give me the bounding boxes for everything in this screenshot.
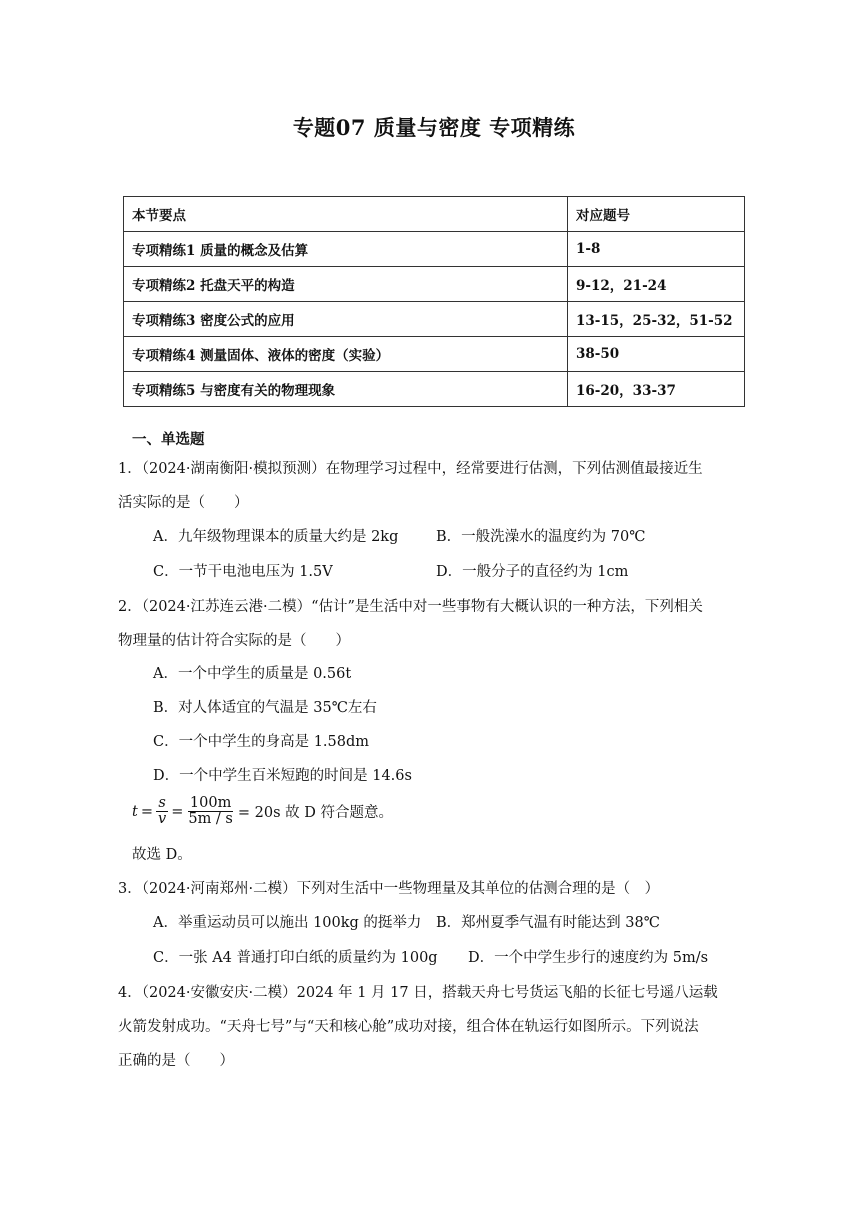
table-row — [124, 372, 745, 407]
formula-symbol-t: t — [132, 803, 138, 820]
table-cell-topic: 专项精练4 测量固体、液体的密度（实验） — [124, 337, 568, 372]
key-points-table — [123, 196, 745, 407]
speed-formula — [132, 796, 393, 827]
question-2-option-d: D．一个中学生百米短跑的时间是 14.6s — [153, 768, 412, 784]
table-cell-topic: 专项精练2 托盘天平的构造 — [124, 267, 568, 302]
question-2-option-b: B．对人体适宜的气温是 35℃左右 — [153, 700, 377, 716]
fraction-numerator: 100m — [189, 795, 232, 811]
table-cell-numbers: 38-50 — [568, 337, 745, 372]
table-header-cell: 本节要点 — [124, 197, 568, 232]
table-row — [124, 232, 745, 267]
question-3-option-b: B．郑州夏季气温有时能达到 38℃ — [436, 915, 660, 931]
formula-result: = 20s 故 D 符合题意。 — [237, 805, 393, 821]
table-row — [124, 337, 745, 372]
question-3-option-d: D．一个中学生步行的速度约为 5m/s — [468, 950, 709, 966]
table-cell-topic: 专项精练1 质量的概念及估算 — [124, 232, 568, 267]
page-title: 专题07 质量与密度 专项精练 — [292, 115, 576, 140]
table-cell-numbers: 16-20，33-37 — [568, 372, 745, 407]
question-3-text: 3．（2024·河南郑州·二模）下列对生活中一些物理量及其单位的估测合理的是（ ） — [118, 881, 660, 897]
table-cell-topic: 专项精练5 与密度有关的物理现象 — [124, 372, 568, 407]
formula-equals: = — [140, 803, 153, 820]
table-row — [124, 267, 745, 302]
question-1-text: 1．（2024·湖南衡阳·模拟预测）在物理学习过程中，经常要进行估测，下列估测值最接近生 — [118, 461, 703, 477]
section-heading: 一、单选题 — [132, 431, 205, 448]
table-cell-numbers: 13-15，25-32，51-52 — [568, 302, 745, 337]
question-2-option-a: A．一个中学生的质量是 0.56t — [153, 666, 352, 682]
fraction-s-over-v — [156, 796, 168, 827]
question-1-text-cont: 活实际的是（ ） — [118, 495, 249, 511]
fraction-denominator: v — [157, 811, 167, 827]
question-1-option-c: C．一节干电池电压为 1.5V — [153, 564, 333, 580]
question-3-option-a: A．举重运动员可以施出 100kg 的挺举力 — [153, 915, 422, 931]
table-header-row — [124, 197, 745, 232]
question-2-text-cont: 物理量的估计符合实际的是（ ） — [118, 633, 350, 649]
question-2-text: 2．（2024·江苏连云港·二模）“估计”是生活中对一些事物有大概认识的一种方法，下列相关 — [118, 599, 703, 615]
formula-equals: = — [171, 803, 184, 820]
table-cell-topic: 专项精练3 密度公式的应用 — [124, 302, 568, 337]
table-cell-numbers: 1-8 — [568, 232, 745, 267]
question-4-text: 4．（2024·安徽安庆·二模）2024 年 1 月 17 日，搭载天舟七号货运飞船的长征七号遥八运载 — [118, 985, 718, 1001]
fraction-values — [186, 796, 235, 827]
question-1-option-b: B．一般洗澡水的温度约为 70℃ — [436, 529, 646, 545]
answer-text: 故选 D。 — [132, 847, 192, 863]
table-cell-numbers: 9-12，21-24 — [568, 267, 745, 302]
question-4-text-cont: 火箭发射成功。“天舟七号”与“天和核心舱”成功对接，组合体在轨运行如图所示。下列说法 — [118, 1019, 699, 1035]
fraction-denominator: 5m / s — [188, 811, 233, 827]
table-row — [124, 302, 745, 337]
question-1-option-a: A．九年级物理课本的质量大约是 2kg — [153, 529, 399, 545]
fraction-numerator: s — [158, 795, 166, 811]
question-1-option-d: D．一般分子的直径约为 1cm — [436, 564, 629, 580]
question-3-option-c: C．一张 A4 普通打印白纸的质量约为 100g — [153, 950, 438, 966]
question-4-text-cont: 正确的是（ ） — [118, 1053, 234, 1069]
table-header-cell: 对应题号 — [568, 197, 745, 232]
question-2-option-c: C．一个中学生的身高是 1.58dm — [153, 734, 370, 750]
